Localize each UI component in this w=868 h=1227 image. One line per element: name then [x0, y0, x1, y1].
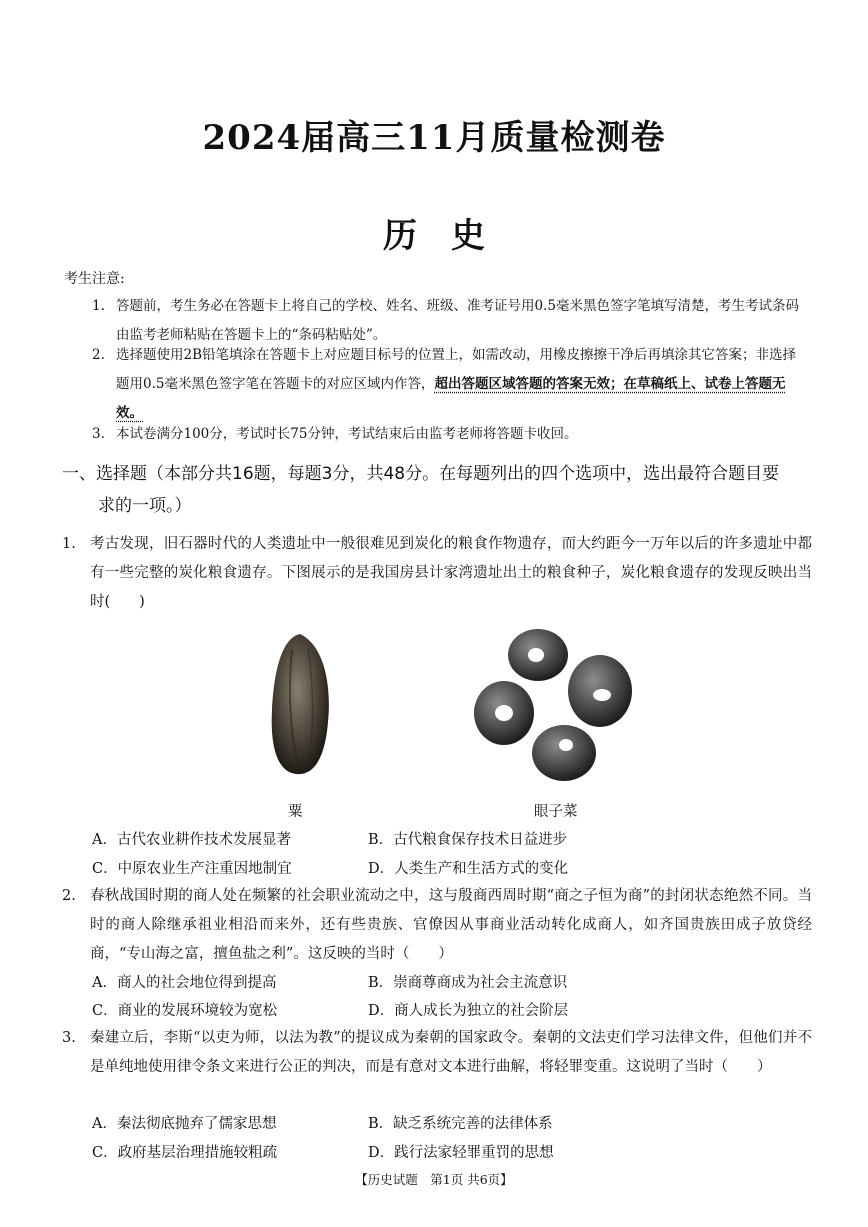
- notice-item-number: 1.: [92, 298, 105, 314]
- question-1: [62, 530, 812, 617]
- option-b: B．缺乏系统完善的法律体系: [368, 1116, 553, 1132]
- question-3: [62, 1024, 812, 1082]
- option-a: A．秦法彻底抛弃了儒家思想: [92, 1116, 277, 1132]
- option-d: D．商人成长为独立的社会阶层: [368, 1003, 569, 1019]
- notice-item-number: 2.: [92, 347, 105, 363]
- subject-title: 历史: [383, 216, 519, 256]
- question-2: [62, 882, 812, 969]
- section-title-line-2: 求的一项。）: [98, 496, 192, 516]
- option-b: B．崇商尊商成为社会主流意识: [368, 975, 568, 991]
- potamogeton-seeds-image: [470, 625, 640, 790]
- option-c: C．中原农业生产注重因地制宜: [92, 861, 292, 877]
- notice-item-emphasis: 超出答题区域答题的答案无效；在草稿纸上、试卷上答题无效。: [116, 376, 786, 421]
- question-stem: 秦建立后，李斯“以吏为师，以法为教”的提议成为秦朝的国家政令。秦朝的文法吏们学习法律文件，但他们并不是单纯地使用律令条文来进行公正的判决，而是有意对文本进行曲解，将轻罪变重。这说明了当时（ ）: [90, 1030, 812, 1075]
- option-d: D．践行法家轻罪重罚的思想: [368, 1145, 554, 1161]
- exam-title: 2024届高三11月质量检测卷: [202, 118, 666, 158]
- notice-item-2: [92, 341, 808, 428]
- image-caption-millet: 粟: [288, 804, 303, 820]
- question-stem: 考古发现，旧石器时代的人类遗址中一般很难见到炭化的粮食作物遗存，而大约距今一万年以后的许多遗址中都有一些完整的炭化粮食遗存。下图展示的是我国房县计家湾遗址出土的粮食种子，炭化粮食遗存的发现反映出当时( ): [90, 536, 812, 610]
- page-footer: 【历史试题 第1页 共6页】: [355, 1172, 513, 1187]
- option-a: A．商人的社会地位得到提高: [92, 975, 277, 991]
- notice-item-plain-text: 选择题使用2B铅笔填涂在答题卡上对应题目标号的位置上，如需改动，用橡皮擦擦干净后再填涂其它答案；非选择题用0.5毫米黑色签字笔在答题卡的对应区域内作答，: [116, 347, 797, 392]
- notice-item-text: [92, 341, 808, 428]
- option-a: A．古代农业耕作技术发展显著: [92, 832, 291, 848]
- option-c: C．商业的发展环境较为宽松: [92, 1003, 278, 1019]
- millet-seed-image: [262, 630, 342, 780]
- option-d: D．人类生产和生活方式的变化: [368, 861, 569, 877]
- notice-item-text: 本试卷满分100分，考试时长75分钟，考试结束后由监考老师将答题卡收回。: [116, 426, 578, 442]
- section-title-line-1: 一、选择题（本部分共16题，每题3分，共48分。在每题列出的四个选项中，选出最符合题目要: [62, 464, 780, 484]
- notice-item-3: [92, 420, 808, 449]
- notice-item-text: 答题前，考生务必在答题卡上将自己的学校、姓名、班级、准考证号用0.5毫米黑色签字笔填写清楚，考生考试条码由监考老师粘贴在答题卡上的“条码粘贴处”。: [116, 298, 799, 343]
- notice-item-number: 3.: [92, 426, 105, 442]
- option-c: C．政府基层治理措施较粗疏: [92, 1145, 278, 1161]
- option-b: B．古代粮食保存技术日益进步: [368, 832, 568, 848]
- question-number: 2.: [62, 888, 76, 904]
- image-caption-potamogeton: 眼子菜: [534, 804, 578, 820]
- notice-heading: 考生注意:: [64, 271, 125, 287]
- question-stem: 春秋战国时期的商人处在频繁的社会职业流动之中，这与殷商西周时期“商之子恒为商”的封闭状态绝然不同。当时的商人除继承祖业相沿而来外，还有些贵族、官僚因从事商业活动转化成商人，如齐国贵族田成子放贷经商，“专山海之富，擅鱼盐之利”。这反映的当时（ ）: [90, 888, 812, 962]
- section-heading: [62, 458, 812, 522]
- question-number: 1.: [62, 536, 76, 552]
- question-number: 3.: [62, 1030, 76, 1046]
